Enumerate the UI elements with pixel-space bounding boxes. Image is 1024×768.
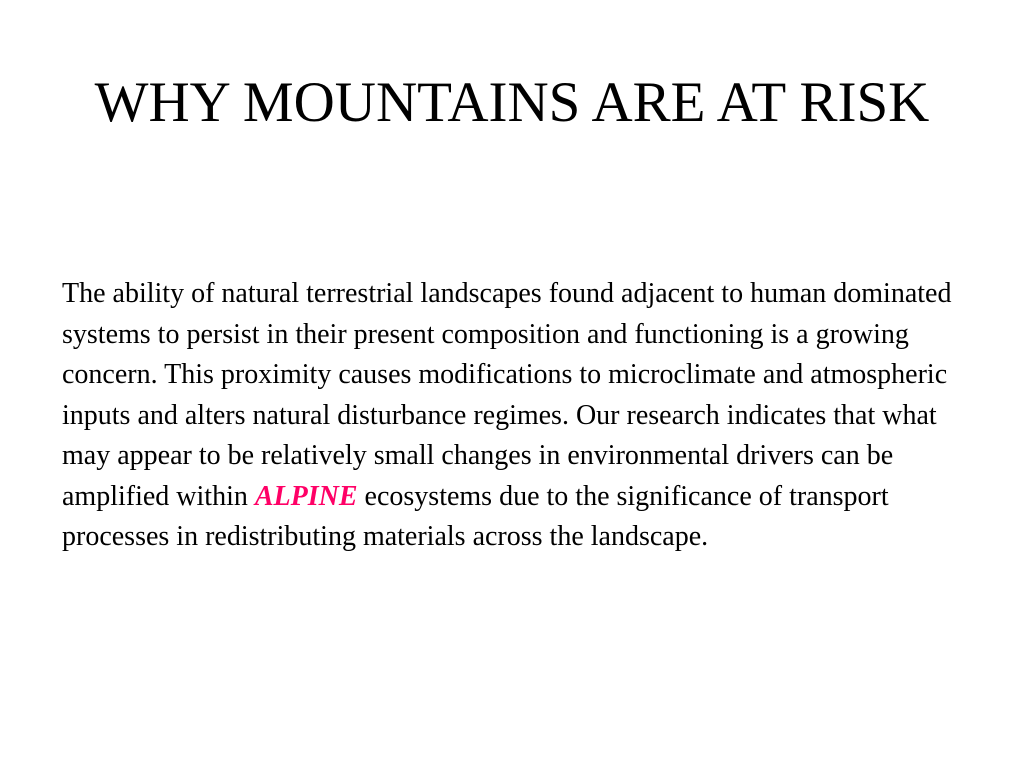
slide-body-paragraph	[62, 274, 987, 558]
body-text-conclusion: ecosystems due to the significance of transport processes in redistributing materials across the landscape.	[62, 480, 889, 552]
slide-title: WHY MOUNTAINS ARE AT RISK	[94, 71, 930, 134]
alpine-highlight: ALPINE	[254, 480, 358, 512]
body-text-intro: The ability of natural terrestrial landscapes found adjacent to human dominated systems to persist in their present composition and functioning is a growing concern. This proximity causes modifications to microclimate and atmospheric inputs and alters natural disturbance regimes. Our research indicates that what may appear to be relatively small changes in environmental drivers can be amplified within	[62, 278, 952, 512]
